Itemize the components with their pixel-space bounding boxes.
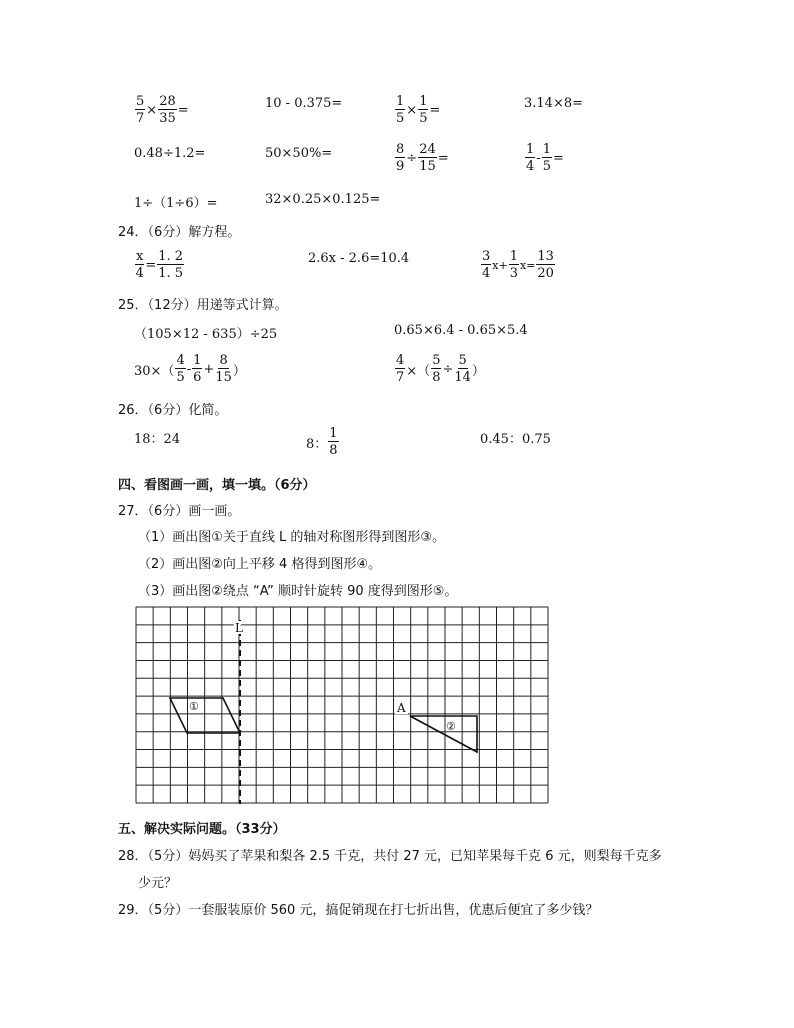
calc-r3-c1: 1÷（1÷6）= (134, 196, 218, 211)
shape-1-label: ① (189, 700, 199, 713)
calc-r2-c3: $\frac{8}{9}$ ÷ $\frac{24}{15}$ = (396, 142, 449, 174)
grid-figure (135, 606, 549, 804)
q26-eq3: 0.45：0.75 (480, 432, 551, 447)
q25-eq3: 30×（ $\frac{4}{5}$ - $\frac{1}{6}$ + $\frac{8}{15}$ ） (134, 353, 246, 385)
calc-r2-c4: $\frac{1}{4}$ - $\frac{1}{5}$ = (526, 142, 564, 174)
q24-title: 24．（6分）解方程。 (118, 225, 241, 240)
section-4-heading: 四、看图画一画，填一填。（6分） (118, 478, 316, 493)
q27-step2: （2）画出图②向上平移 4 格得到图形④。 (138, 557, 382, 572)
calc-r1-c4: 3.14×8= (524, 96, 584, 111)
q25-eq2: 0.65×6.4 - 0.65×5.4 (394, 323, 528, 338)
calc-r2-c1: 0.48÷1.2= (134, 146, 206, 161)
q27-step3: （3）画出图②绕点 “A” 顺时针旋转 90 度得到图形⑤。 (138, 584, 458, 599)
q26-eq1: 18：24 (134, 432, 181, 447)
q28-line1: 28．（5分）妈妈买了苹果和梨各 2.5 千克，共付 27 元，已知苹果每千克 6 元，则梨每千克多 (118, 849, 662, 864)
q25-eq1: （105×12 - 635）÷25 (134, 327, 278, 342)
q25-title: 25．（12分）用递等式计算。 (118, 298, 288, 313)
q27-title: 27．（6分）画一画。 (118, 504, 241, 519)
q24-eq1: $\frac{x}{4}$ = $\frac{1. 2}{1. 5}$ (135, 249, 184, 281)
line-label-l: L (235, 621, 243, 635)
q25-eq4: $\frac{4}{7}$ ×（ $\frac{5}{8}$ ÷ $\frac{5}{14}$ ） (396, 353, 485, 385)
q28-line2: 少元？ (138, 876, 178, 891)
q29-text: 29．（5分）一套服装原价 560 元，搞促销现在打七折出售，优惠后便宜了多少钱？ (118, 903, 599, 918)
q26-eq2: 8： $\frac{1}{8}$ (306, 426, 338, 458)
shape-2-label: ② (446, 720, 456, 733)
calc-r1-c2: 10 - 0.375= (265, 96, 343, 111)
q27-step1: （1）画出图①关于直线 L 的轴对称图形得到图形③。 (138, 530, 446, 545)
q24-eq3: $\frac{3}{4}$ x+ $\frac{1}{3}$ x= $\frac{13}{20}$ (482, 249, 554, 281)
section-5-heading: 五、解决实际问题。（33分） (118, 822, 286, 837)
q26-title: 26．（6分）化简。 (118, 403, 228, 418)
calc-r1-c1: $\frac{5}{7}$ × $\frac{28}{35}$ = (136, 94, 189, 126)
point-label-a: A (397, 701, 406, 715)
calc-r2-c2: 50×50%= (265, 146, 333, 161)
calc-r1-c3: $\frac{1}{5}$ × $\frac{1}{5}$ = (396, 94, 441, 126)
shape-2-triangle (410, 716, 477, 752)
q24-eq2: 2.6x - 2.6=10.4 (308, 251, 410, 266)
calc-r3-c2: 32×0.25×0.125= (265, 192, 381, 207)
